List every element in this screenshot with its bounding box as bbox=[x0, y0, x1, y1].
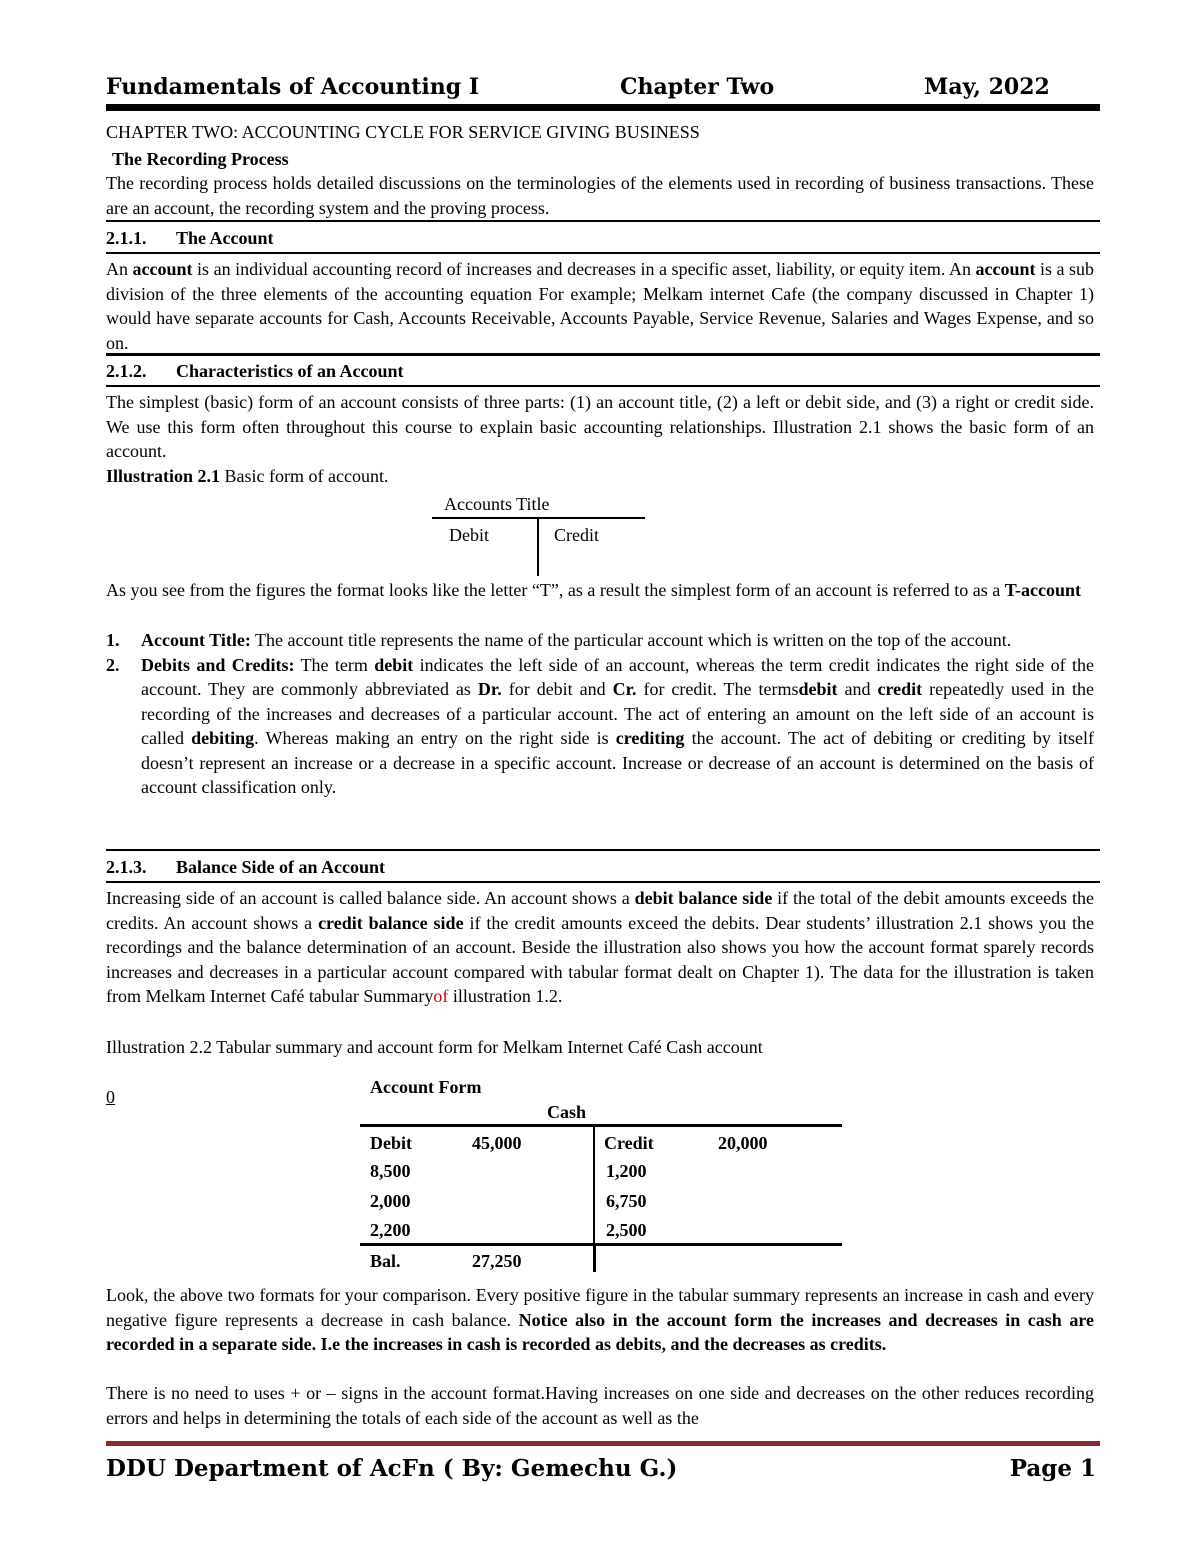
account-form-heading: Account Form bbox=[370, 1077, 482, 1097]
comparison-text: Look, the above two formats for your comparison. Every positive figure in the tabular summary represents an increase in cash and every negative figure represents a decrease in cash balance. Notice also in the account form the increases and decreases in cash are recorded in a separate side. I.e the increases in cash is recorded as debits, and the decreases as credits. bbox=[106, 1285, 1095, 1354]
debit-entry: 2,200 bbox=[370, 1220, 411, 1240]
section-rule bbox=[106, 353, 1100, 356]
balance-label: Bal. bbox=[370, 1251, 401, 1271]
illustration-2-1-caption: Illustration 2.1 Basic form of account. bbox=[106, 466, 389, 486]
credit-entry: 2,500 bbox=[606, 1220, 647, 1240]
balance-value: 27,250 bbox=[472, 1251, 522, 1271]
section-rule bbox=[106, 252, 1100, 254]
list-item: 2. Debits and Credits: The term debit indicates the left side of an account, whereas the term credit indicates the right side of the account. They are commonly abbreviated as Dr. for debit and Cr. for credit. The termsdebit and credit repeatedly used in the recording of the increases and decreases of a particular account. The act of entering an amount on the left side of an account is called debiting. Whereas making an entry on the right side is crediting the account. The act of debiting or crediting by itself doesn’t represent an increase or a decrease in a specific account. Increase or decrease of an account is determined on the basis of account classification only. bbox=[106, 654, 1094, 797]
account-form-credit-first: 20,000 bbox=[718, 1133, 768, 1153]
section-rule bbox=[106, 881, 1100, 883]
account-form-credit-label: Credit bbox=[604, 1133, 654, 1153]
section-heading-2-1-2: 2.1.2. Characteristics of an Account bbox=[106, 361, 404, 381]
definitions-list bbox=[106, 628, 1094, 800]
account-form-total-rule bbox=[360, 1243, 842, 1246]
credit-entry: 6,750 bbox=[606, 1191, 647, 1211]
t-account-explanation: As you see from the figures the format looks like the letter “T”, as a result the simplest form of an account is referred to as a T-account bbox=[106, 580, 1082, 600]
section-heading-2-1-1: 2.1.1. The Account bbox=[106, 228, 274, 248]
section-heading-2-1-3: 2.1.3. Balance Side of an Account bbox=[106, 857, 386, 877]
debit-entry: 2,000 bbox=[370, 1191, 411, 1211]
list-item: 1. Account Title: The account title represents the name of the particular account which is written on the top of the account. bbox=[106, 630, 1012, 650]
illustration-2-2-caption: Illustration 2.2 Tabular summary and account form for Melkam Internet Café Cash account bbox=[106, 1037, 763, 1057]
t-account-vertical-line bbox=[537, 518, 539, 576]
recording-process-text: The recording process holds detailed discussions on the terminologies of the elements used in recording of business transactions. These are an account, the recording system and the proving process. bbox=[106, 173, 1094, 218]
section-rule bbox=[106, 849, 1100, 851]
running-header bbox=[106, 74, 1100, 104]
header-course-title: Fundamentals of Accounting I bbox=[106, 74, 480, 100]
account-form-title: Cash bbox=[547, 1102, 587, 1122]
recording-process-heading: The Recording Process bbox=[112, 149, 289, 169]
account-form-debit-label: Debit bbox=[370, 1133, 412, 1153]
header-chapter: Chapter Two bbox=[620, 74, 775, 100]
credit-entry: 1,200 bbox=[606, 1161, 647, 1181]
balance-side-text: Increasing side of an account is called balance side. An account shows a debit balance side if the total of the debit amounts exceeds the credits. An account shows a credit balance side if the credit amounts exceed the debits. Dear students’ illustration 2.1 shows you the recordings and the balance determination of an account. Beside the illustration also shows you how the account format sparely records increases and decreases in a particular account compared with tabular format dealt on Chapter 1). The data for the illustration is taken from Melkam Internet Café tabular Summaryof illustration 1.2. bbox=[106, 888, 1095, 1006]
zero-label: 0 bbox=[106, 1087, 115, 1107]
chapter-title: CHAPTER TWO: ACCOUNTING CYCLE FOR SERVICE GIVING BUSINESS bbox=[106, 122, 700, 142]
signs-text: There is no need to uses + or – signs in the account format.Having increases on one side and decreases on the other reduces recording errors and helps in determining the totals of each side of the account as well as the bbox=[106, 1383, 1094, 1428]
t-account-debit: Debit bbox=[449, 525, 489, 545]
debit-entry: 8,500 bbox=[370, 1161, 411, 1181]
characteristics-text: The simplest (basic) form of an account consists of three parts: (1) an account title, (2) a left or debit side, and (3) a right or credit side. We use this form often throughout this course to explain basic accounting relationships. Illustration 2.1 shows the basic form of an account. bbox=[106, 392, 1094, 461]
header-rule bbox=[106, 104, 1100, 111]
section-rule bbox=[106, 220, 1100, 222]
account-form-top-rule bbox=[360, 1124, 842, 1127]
t-account-title: Accounts Title bbox=[444, 494, 550, 514]
footer-department: DDU Department of AcFn ( By: Gemechu G.) bbox=[106, 1455, 678, 1482]
footer-rule bbox=[106, 1441, 1100, 1446]
t-account-credit: Credit bbox=[554, 525, 599, 545]
header-date: May, 2022 bbox=[924, 74, 1050, 100]
account-form-balance-divider bbox=[593, 1245, 596, 1272]
footer-page-number: Page 1 bbox=[1009, 1455, 1096, 1482]
account-form-debit-first: 45,000 bbox=[472, 1133, 522, 1153]
section-rule bbox=[106, 385, 1100, 387]
account-form-divider bbox=[593, 1126, 595, 1244]
account-definition-text: An account is an individual accounting record of increases and decreases in a specific asset, liability, or equity item. An account is a sub division of the three elements of the accounting equation For example; Melkam internet Cafe (the company discussed in Chapter 1) would have separate accounts for Cash, Accounts Receivable, Accounts Payable, Service Revenue, Salaries and Wages Expense, and so on. bbox=[106, 259, 1095, 353]
